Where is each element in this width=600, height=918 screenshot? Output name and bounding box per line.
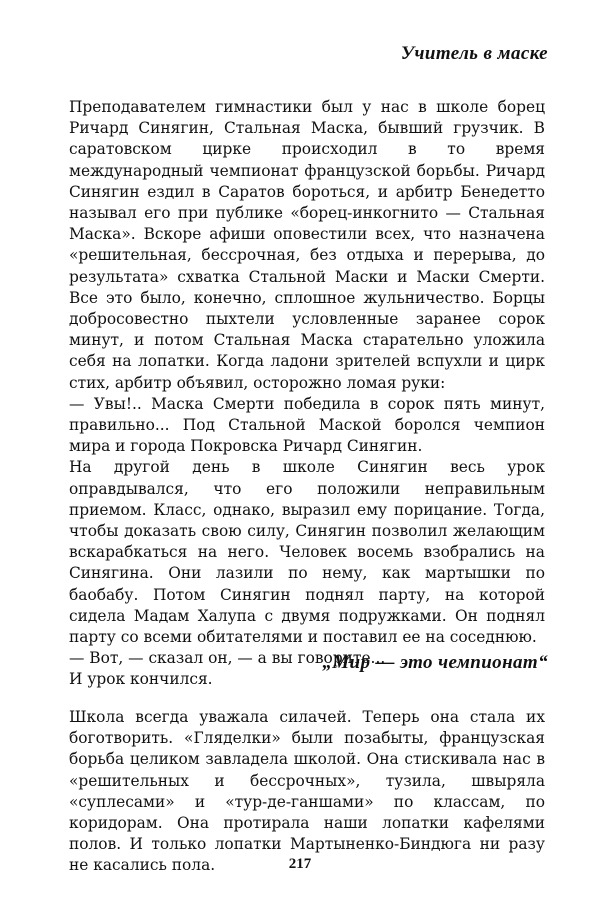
paragraph: — Увы!.. Маска Смерти победила в сорок пять минут, правильно... Под Стальной Маской боролся чемпион мира и города Покровска Ричард Синягин. xyxy=(69,394,545,456)
section-teacher-in-mask xyxy=(69,97,545,691)
paragraph: Школа всегда уважала силачей. Теперь она стала их боготворить. «Гляделки» были позабыты, французская борьба целиком завладела школой. Она стискивала нас в «решительных и бессрочных», тузила, швыряла «суплесами» и «тур-де-ганшами» по классам, по коридорам. Она протирала наши лопатки кафелями полов. И только лопатки Мартыненко-Биндюга ни разу не касались пола. xyxy=(69,708,545,875)
paragraph: И урок кончился. xyxy=(69,670,213,689)
paragraph: На другой день в школе Синягин весь урок оправдывался, что его положили неправильным приемом. Класс, однако, выразил ему порицание. Тогда, чтобы доказать свою силу, Синягин позволил желающим вскарабкаться на него. Человек восемь взобрались на Синягина. Они лазили по нему, как мартышки по баобабу. Потом Синягин поднял парту, на которой сидела Мадам Халупа с двумя подружками. Он поднял парту со всеми обитателями и поставил ее на соседнюю. xyxy=(69,458,545,647)
chapter-title: „Мир — это чемпионат“ xyxy=(322,652,548,673)
section-world-championship xyxy=(69,707,545,877)
running-head: Учитель в маске xyxy=(400,43,548,64)
page-number: 217 xyxy=(288,856,312,872)
paragraph: — Вот, — сказал он, — а вы говорите... xyxy=(69,649,386,668)
paragraph: Преподавателем гимнастики был у нас в школе борец Ричард Синягин, Стальная Маска, бывший грузчик. В саратовском цирке происходил в то время международный чемпионат французской борьбы. Ричард Синягин ездил в Саратов бороться, и арбитр Бенедетто называл его при публике «борец-инкогнито — Стальная Маска». Вскоре афиши оповестили всех, что назначена «решительная, бессрочная, без отдыха и перерыва, до результата» схватка Стальной Маски и Маски Смерти. Все это было, конечно, сплошное жульничество. Борцы добросовестно пыхтели условленные заранее сорок минут, и потом Стальная Маска старательно уложила себя на лопатки. Когда ладони зрителей вспухли и цирк стих, арбитр объявил, осторожно ломая руки: xyxy=(69,98,545,392)
